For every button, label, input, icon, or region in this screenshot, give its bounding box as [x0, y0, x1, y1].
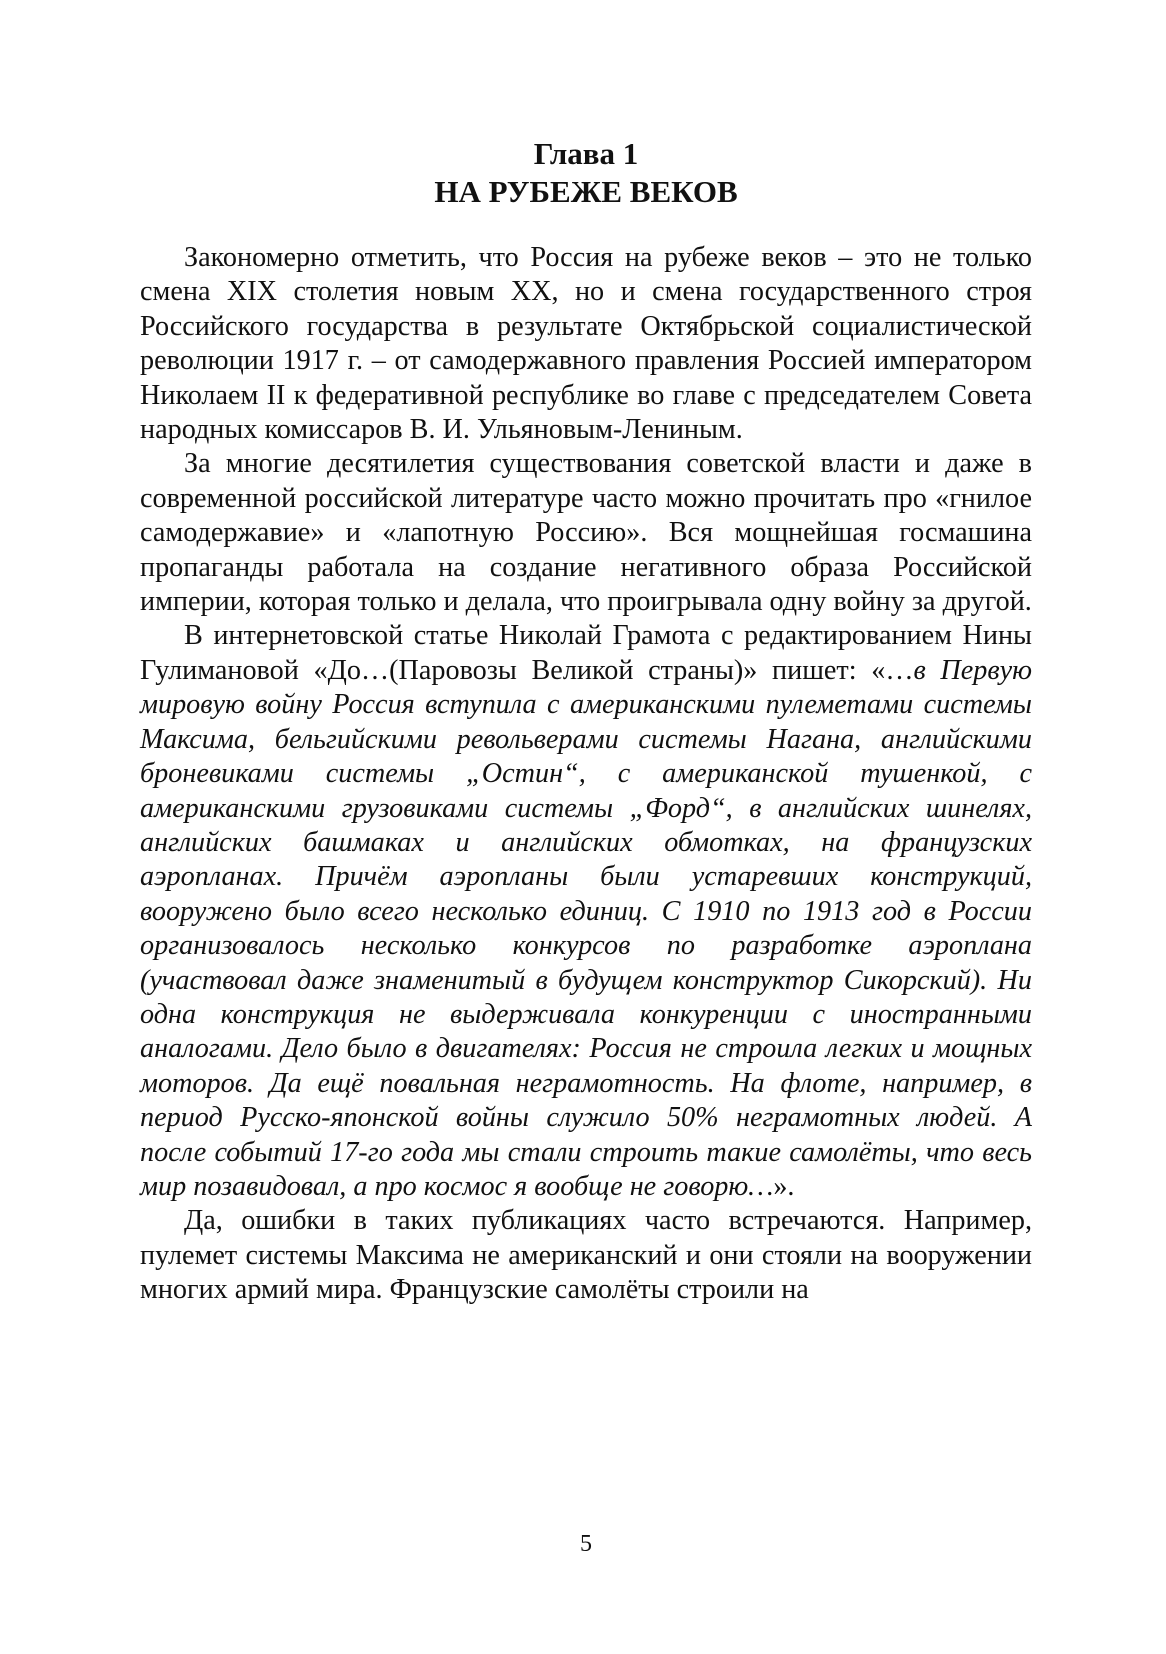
chapter-number: Глава 1	[533, 136, 639, 171]
chapter-heading	[140, 135, 1032, 211]
paragraph-3	[140, 619, 1032, 1204]
quoted-passage: в Первую мировую войну Россия вступила с американскими пулеметами системы Максима, бельгийскими револьверами системы Нагана, английскими броневиками системы „Остин“, с американской тушенкой, с американскими грузовиками системы „Форд“, в английских шинелях, английских башмаках и английских обмотках, на французских аэропланах. Причём аэропланы были устаревших конструкций, вооружено было всего несколько единиц. С 1910 по 1913 год в России организовалось несколько конкурсов по разработке аэроплана (участвовал даже знаменитый в будущем конструктор Сикорский). Ни одна конструкция не выдерживала конкуренции с иностранными аналогами. Дело было в двигателях: Россия не строила легких и мощных моторов. Да ещё повальная неграмотность. На флоте, например, в период Русско-японской войны служило 50% неграмотных людей. А после событий 17-го года мы стали строить такие самолёты, что весь мир позавидовал, а про космос я вообще не говорю…	[140, 654, 1032, 1202]
book-page	[140, 135, 1032, 1575]
paragraph-1: Закономерно отметить, что Россия на рубеже веков – это не только смена XIX столетия новым XX, но и смена государственного строя Российского государства в результате Октябрьской социалистической революции 1917 г. – от самодержавного правления Россией императором Николаем II к федеративной республике во главе с председателем Совета народных комиссаров В. И. Ульяновым-Лениным.	[140, 242, 1032, 446]
paragraph-3-intro: В интернетовской статье Николай Грамота с редактированием Нины Гулимановой «До…(Паровозы Великой страны)» пишет: «…	[140, 620, 1032, 686]
page-number: 5	[580, 1531, 592, 1557]
paragraph-4: Да, ошибки в таких публикациях часто встречаются. Например, пулемет системы Максима не американский и они стояли на вооружении многих армий мира. Французские самолёты строили на	[140, 1205, 1032, 1306]
paragraph-2: За многие десятилетия существования советской власти и даже в современной российской литературе часто можно прочитать про «гнилое самодержавие» и «лапотную Россию». Вся мощнейшая госмашина пропаганды работала на создание негативного образа Российской империи, которая только и делала, что проигрывала одну войну за другой.	[140, 448, 1032, 618]
quote-closing: ».	[773, 1170, 795, 1202]
chapter-title: НА РУБЕЖЕ ВЕКОВ	[434, 174, 738, 209]
